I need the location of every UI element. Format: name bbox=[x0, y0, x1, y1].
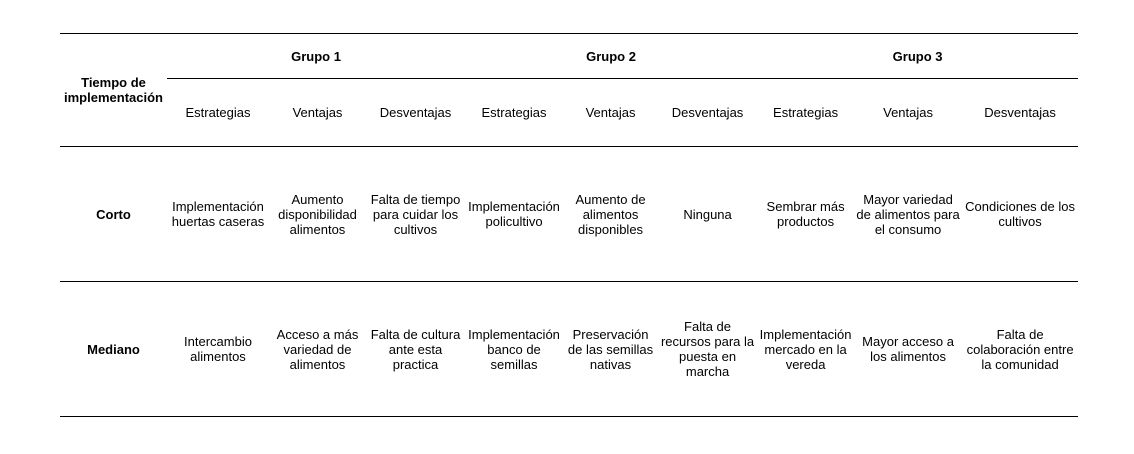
strategies-table bbox=[60, 33, 1078, 417]
table-cell: Sembrar más productos bbox=[757, 147, 854, 282]
table-row-corto bbox=[60, 147, 1078, 282]
table-cell: Acceso a más variedad de alimentos bbox=[269, 282, 366, 417]
table-cell: Intercambio alimentos bbox=[167, 282, 269, 417]
table-cell: Aumento disponibilidad alimentos bbox=[269, 147, 366, 282]
table-cell: Mayor variedad de alimentos para el consumo bbox=[854, 147, 962, 282]
time-header: Tiempo de implementación bbox=[60, 34, 167, 147]
subheader-desventajas-2: Desventajas bbox=[671, 105, 744, 120]
group-3-header: Grupo 3 bbox=[757, 34, 1078, 79]
subheader-estrategias-2: Estrategias bbox=[481, 105, 547, 120]
group-1-header: Grupo 1 bbox=[167, 34, 465, 79]
strategies-table-container bbox=[60, 33, 1078, 417]
row-label-corto: Corto bbox=[60, 147, 167, 282]
subheader-row bbox=[60, 79, 1078, 147]
subheader-ventajas-3: Ventajas bbox=[883, 105, 933, 120]
table-cell: Mayor acceso a los alimentos bbox=[854, 282, 962, 417]
table-cell: Aumento de alimentos disponibles bbox=[563, 147, 658, 282]
group-2-header: Grupo 2 bbox=[465, 34, 757, 79]
table-row-mediano bbox=[60, 282, 1078, 417]
group-header-row bbox=[60, 34, 1078, 79]
subheader-ventajas-2: Ventajas bbox=[585, 105, 636, 120]
table-cell: Condiciones de los cultivos bbox=[962, 147, 1078, 282]
row-label-mediano: Mediano bbox=[60, 282, 167, 417]
table-cell: Implementación policultivo bbox=[465, 147, 563, 282]
table-cell: Implementación banco de semillas bbox=[465, 282, 563, 417]
table-cell: Falta de cultura ante esta practica bbox=[366, 282, 465, 417]
table-cell: Falta de colaboración entre la comunidad bbox=[962, 282, 1078, 417]
table-cell: Falta de tiempo para cuidar los cultivos bbox=[366, 147, 465, 282]
subheader-desventajas-3: Desventajas bbox=[984, 105, 1056, 120]
table-cell: Implementación mercado en la vereda bbox=[757, 282, 854, 417]
table-cell: Falta de recursos para la puesta en marcha bbox=[658, 282, 757, 417]
table-cell: Implementación huertas caseras bbox=[167, 147, 269, 282]
subheader-ventajas-1: Ventajas bbox=[292, 105, 343, 120]
subheader-estrategias-1: Estrategias bbox=[185, 105, 251, 120]
table-cell: Ninguna bbox=[658, 147, 757, 282]
subheader-estrategias-3: Estrategias bbox=[773, 105, 839, 120]
table-cell: Preservación de las semillas nativas bbox=[563, 282, 658, 417]
subheader-desventajas-1: Desventajas bbox=[379, 105, 452, 120]
